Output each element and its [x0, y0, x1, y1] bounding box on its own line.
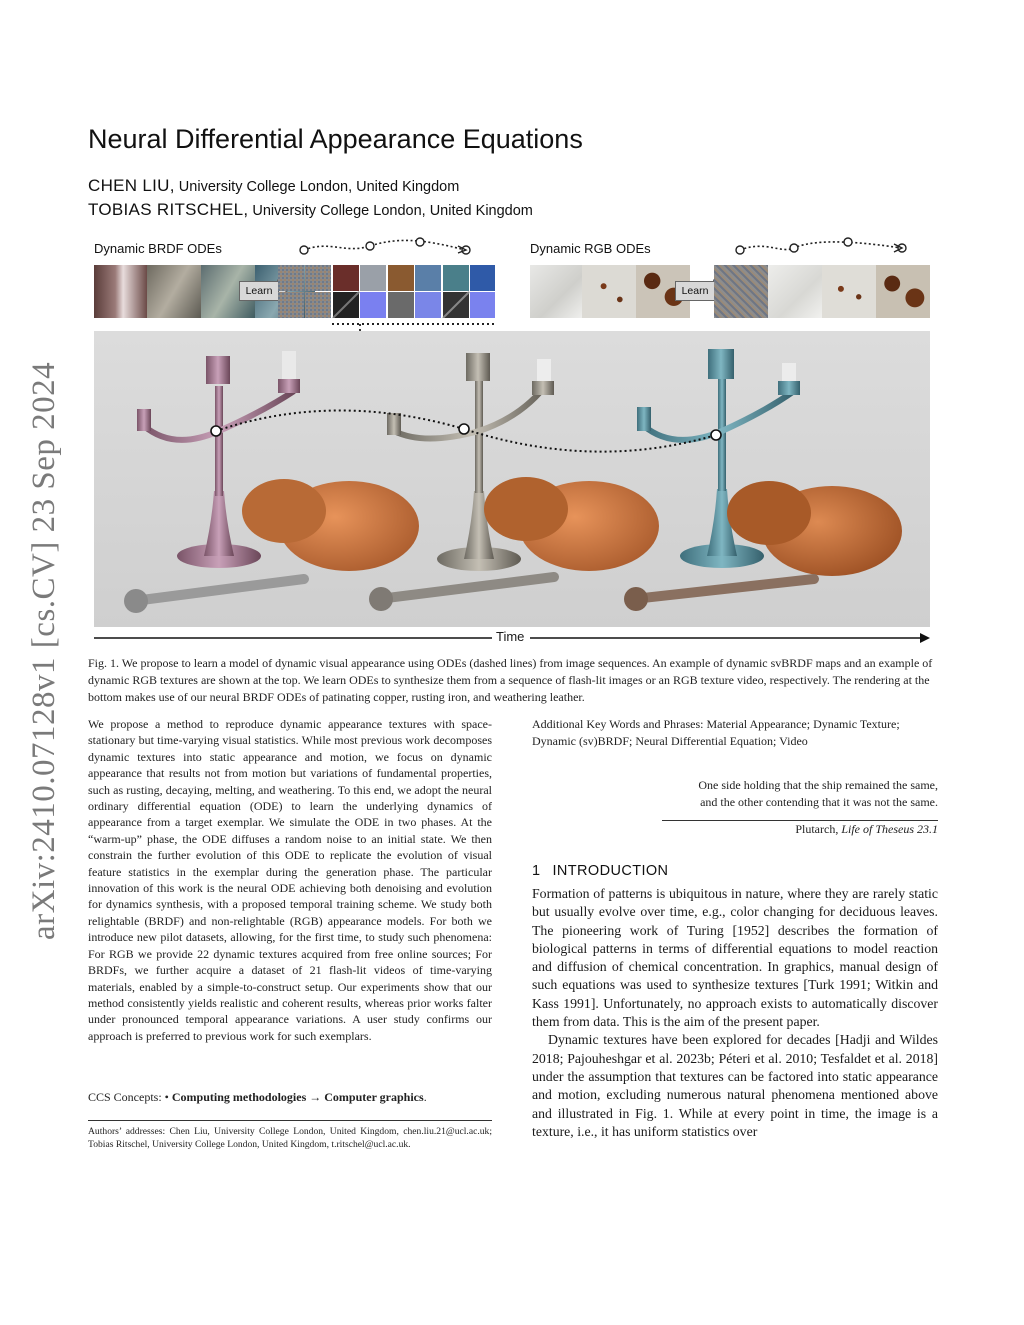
epigraph-attribution [662, 822, 938, 837]
ccs-suffix: . [423, 1090, 427, 1104]
learn-label: Learn [675, 281, 715, 301]
ccs-term-1: Computing methodologies [171, 1090, 307, 1104]
rgb-odes-label: Dynamic RGB ODEs [530, 241, 651, 256]
epigraph-line-2: and the other contending that it was not the same. [700, 795, 938, 809]
time-label: Time [496, 629, 525, 644]
author-name: TOBIAS RITSCHEL, [88, 200, 249, 219]
rgb-frame [876, 265, 930, 318]
wrench-3 [624, 579, 814, 611]
rgb-ode-arc-icon [726, 236, 916, 260]
rgb-frame [714, 265, 768, 318]
rgb-frame [768, 265, 822, 318]
abstract-text: We propose a method to reproduce dynamic appearance textures with space-stationary but time-varying visual statistics. While most previous work decomposes dynamic textures into static appearance and motion, we focus on dynamic appearance that results not from motion but variations of fundamental properties, such as rusting, decaying, melting, and weathering. To this end, we adopt the neural ordinary differential equation (ODE) to learn the underlying dynamics of appearance from a target exemplar. We simulate the ODE in two phases. At the “warm-up” phase, the ODE diffuses a random noise to an initial state. We then constrain the further evolution of this ODE to replicate the evolution of visual feature statistics in the exemplar during the generation phase. The particular innovation of this work is the neural ODE achieving both denoising and evolution for dynamics synthesis, with a proposed temporal training scheme. We study both relightable (BRDF) and non-relightable (RGB) appearance models. For both we introduce new pilot datasets, allowing, for the first time, to study such phenomena: For RGB we provide 22 dynamic textures acquired from free online sources; For BRDFs, we further acquire a dataset of 21 flash-lit videos of time-varying materials, enabled by a simple-to-construct setup. Our experiments show that our method consistently yields realistic and coherent results, whereas prior works falter under pronounced temporal appearance variations. A user study confirms our approach is preferred to previous work for such exemplars. [88, 717, 492, 1043]
author-1 [88, 176, 459, 196]
intro-paragraph-2: Dynamic textures have been explored for decades [Hadji and Wildes 2018; Pajouheshgar et al. 2023b; Péteri et al. 2010; Tesfaldet et al. 2018] under the assumption that textures can be factored into static appearance and motion, excluding numerous natural phenomena mentioned above and illustrated in Fig. 1. While at every point in time, the image is a texture, i.e., it has uniform statistics over [532, 1032, 938, 1139]
scene-illustration [94, 331, 930, 627]
intro-paragraph-1: Formation of patterns is ubiquitous in nature, where they are rarely static but usually evolve over time, e.g., color changing for deciduous leaves. The pioneering work of Turing [1952] describes the formation of biological patterns in terms of differential equations to model reaction and diffusion of chemical concentration. In graphics, manual design of such equations was used to synthesize textures [Turk 1991; Witkin and Kass 1991]. Unfortunately, no approach exists to automatically discover them from data. This is the aim of the present paper. [532, 886, 938, 1030]
learn-label: Learn [239, 281, 279, 301]
section-title: INTRODUCTION [552, 863, 669, 879]
brdf-ode-arc-icon [290, 236, 480, 260]
epigraph-author: Plutarch, [795, 822, 842, 836]
author-2 [88, 200, 533, 220]
rendered-scene [94, 331, 930, 627]
ccs-concepts [88, 1090, 492, 1105]
authors-footnote: Authors’ addresses: Chen Liu, University College London, United Kingdom, chen.liu.21@ucl.ac.uk; Tobias Ritschel, University College London, United Kingdom, t.ritschel@ucl.ac.uk. [88, 1120, 492, 1151]
paper-title: Neural Differential Appearance Equations [88, 124, 583, 154]
section-heading [532, 863, 668, 879]
glove-1 [242, 479, 419, 571]
epigraph-line-1: One side holding that the ship remained the same, [698, 778, 938, 792]
ccs-term-2: Computer graphics [324, 1090, 424, 1104]
rgb-frame [582, 265, 636, 318]
brdf-frame [147, 265, 201, 318]
brdf-odes-label: Dynamic BRDF ODEs [94, 241, 222, 256]
introduction-body [532, 885, 938, 1141]
arxiv-stamp: arXiv:2410.07128v1 [cs.CV] 23 Sep 2024 [26, 361, 62, 940]
rgb-input-frames [530, 265, 690, 318]
abstract [88, 716, 492, 1044]
svbrdf-maps-grid [278, 265, 495, 318]
epigraph [662, 777, 938, 811]
epigraph-source: Life of Theseus 23.1 [841, 822, 938, 836]
author-affiliation: University College London, United Kingdom [174, 179, 460, 195]
brdf-frame [94, 265, 147, 318]
ccs-prefix: CCS Concepts: • [88, 1090, 172, 1104]
section-number: 1 [532, 863, 541, 879]
rgb-output-frames [714, 265, 930, 318]
author-affiliation: University College London, United Kingdom [248, 203, 533, 219]
epigraph-rule [662, 820, 938, 821]
rgb-frame [530, 265, 582, 318]
wrench-2 [369, 577, 554, 611]
figure-caption: Fig. 1. We propose to learn a model of dynamic visual appearance using ODEs (dashed lines) from image sequences. An example of dynamic svBRDF maps and an example of dynamic RGB textures are shown at the top. We learn ODEs to synthesize them from a sequence of flash-lit images or an RGB texture video, respectively. The rendering at the bottom makes use of our neural BRDF ODEs of patinating copper, rusting iron, and weathering leather. [88, 656, 933, 704]
author-name: CHEN LIU, [88, 176, 175, 195]
ccs-arrow: → [306, 1090, 325, 1104]
keywords: Additional Key Words and Phrases: Material Appearance; Dynamic Texture; Dynamic (sv)BRDF; Neural Differential Equation; Video [532, 717, 900, 748]
wrench-1 [124, 579, 304, 613]
rgb-frame [822, 265, 876, 318]
